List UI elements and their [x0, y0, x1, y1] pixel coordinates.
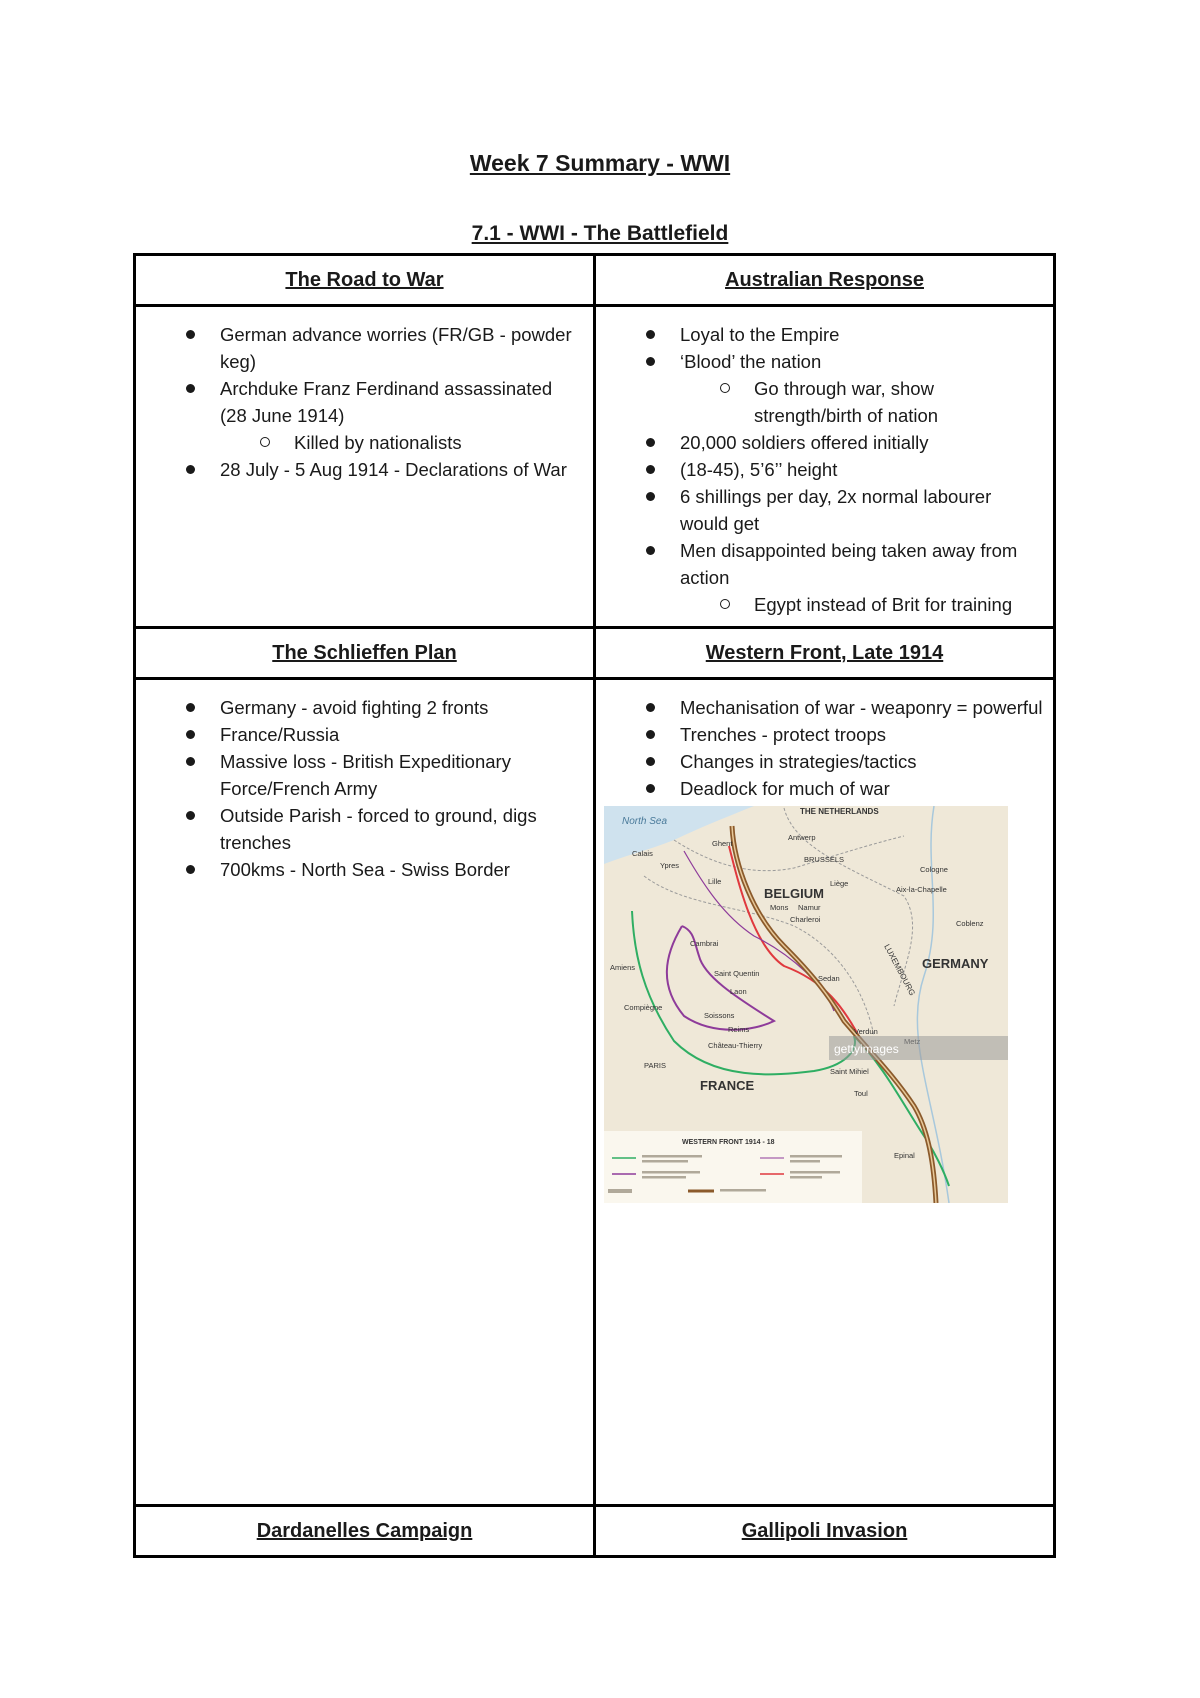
western-front-map	[604, 806, 1008, 1203]
map-city-soissons: Soissons	[704, 1011, 735, 1020]
watermark: gettyimages	[834, 1042, 899, 1056]
list-item: France/Russia	[186, 721, 583, 748]
map-city-calais: Calais	[632, 849, 653, 858]
list-item: Outside Parish - forced to ground, digs trenches	[186, 802, 583, 856]
bullet-list	[596, 694, 1053, 802]
list-item: Trenches - protect troops	[646, 721, 1043, 748]
sub-list-item: Egypt instead of Brit for training	[720, 591, 1043, 618]
map-city-verdun: Verdun	[854, 1027, 878, 1036]
map-city-laon: Laon	[730, 987, 747, 996]
map-city-st-mihiel: Saint Mihiel	[830, 1067, 869, 1076]
map-city-coblenz: Coblenz	[956, 919, 984, 928]
bullet-list	[596, 321, 1053, 618]
map-city-lille: Lille	[708, 877, 722, 886]
list-item: 6 shillings per day, 2x normal labourer would get	[646, 483, 1043, 537]
map-city-cologne: Cologne	[920, 865, 948, 874]
cell-australian-response	[595, 306, 1055, 628]
map-city-cambrai: Cambrai	[690, 939, 719, 948]
section-title: 7.1 - WWI - The Battlefield	[471, 222, 729, 245]
heading-dardanelles: Dardanelles Campaign	[135, 1506, 595, 1557]
heading-road-to-war: The Road to War	[135, 255, 595, 306]
list-item: Deadlock for much of war	[646, 775, 1043, 802]
heading-western-front: Western Front, Late 1914	[595, 628, 1055, 679]
map-city-toul: Toul	[854, 1089, 868, 1098]
map-city-liege: Liège	[830, 879, 849, 888]
map-city-epinal: Epinal	[894, 1151, 915, 1160]
map-city-aachen: Aix-la-Chapelle	[896, 885, 947, 894]
summary-table	[133, 253, 1056, 1558]
map-label-belgium: BELGIUM	[764, 886, 824, 901]
list-item: German advance worries (FR/GB - powder keg)	[186, 321, 583, 375]
bullet-list	[136, 321, 593, 483]
list-item: Loyal to the Empire	[646, 321, 1043, 348]
map-label-france: FRANCE	[700, 1078, 755, 1093]
map-city-ghent: Ghent	[712, 839, 733, 848]
list-item: Archduke Franz Ferdinand assassinated (28 June 1914) Killed by nationalists	[186, 375, 583, 456]
list-item: Changes in strategies/tactics	[646, 748, 1043, 775]
map-city-mons: Mons	[770, 903, 789, 912]
cell-schlieffen-plan	[135, 679, 595, 1506]
map-city-antwerp: Antwerp	[788, 833, 816, 842]
heading-gallipoli: Gallipoli Invasion	[595, 1506, 1055, 1557]
map-label-netherlands: THE NETHERLANDS	[800, 807, 879, 816]
map-city-chateau: Château-Thierry	[708, 1041, 763, 1050]
list-item: Men disappointed being taken away from action Egypt instead of Brit for training	[646, 537, 1043, 618]
bullet-list	[136, 694, 593, 883]
list-item: (18-45), 5’6’’ height	[646, 456, 1043, 483]
list-item: Germany - avoid fighting 2 fronts	[186, 694, 583, 721]
map-city-st-quentin: Saint Quentin	[714, 969, 760, 978]
map-label-germany: GERMANY	[922, 956, 989, 971]
sub-list-item: Go through war, show strength/birth of nation	[720, 375, 1043, 429]
list-item: 20,000 soldiers offered initially	[646, 429, 1043, 456]
heading-australian-response: Australian Response	[595, 255, 1055, 306]
map-city-reims: Reims	[728, 1025, 750, 1034]
legend-title: WESTERN FRONT 1914 - 18	[682, 1139, 775, 1146]
map-city-brussels: BRUSSELS	[804, 855, 845, 864]
map-city-charleroi: Charleroi	[790, 915, 821, 924]
list-item: 28 July - 5 Aug 1914 - Declarations of War	[186, 456, 583, 483]
cell-western-front	[595, 679, 1055, 1506]
map-label-sea: North Sea	[622, 816, 668, 827]
map-label-luxembourg: LUXEMBOURG	[882, 942, 917, 998]
list-item: Massive loss - British Expeditionary Force/French Army	[186, 748, 583, 802]
map-city-sedan: Sedan	[818, 974, 840, 983]
map-city-amiens: Amiens	[610, 963, 636, 972]
list-item: 700kms - North Sea - Swiss Border	[186, 856, 583, 883]
heading-schlieffen-plan: The Schlieffen Plan	[135, 628, 595, 679]
sub-list-item: Killed by nationalists	[260, 429, 583, 456]
list-item: ‘Blood’ the nation Go through war, show strength/birth of nation	[646, 348, 1043, 429]
map-city-paris: PARIS	[644, 1061, 666, 1070]
document-title: Week 7 Summary - WWI	[469, 150, 731, 176]
list-item: Mechanisation of war - weaponry = powerful	[646, 694, 1043, 721]
cell-road-to-war	[135, 306, 595, 628]
map-city-namur: Namur	[798, 903, 821, 912]
map-city-ypres: Ypres	[660, 861, 680, 870]
map-city-compiegne: Compiègne	[624, 1003, 663, 1012]
